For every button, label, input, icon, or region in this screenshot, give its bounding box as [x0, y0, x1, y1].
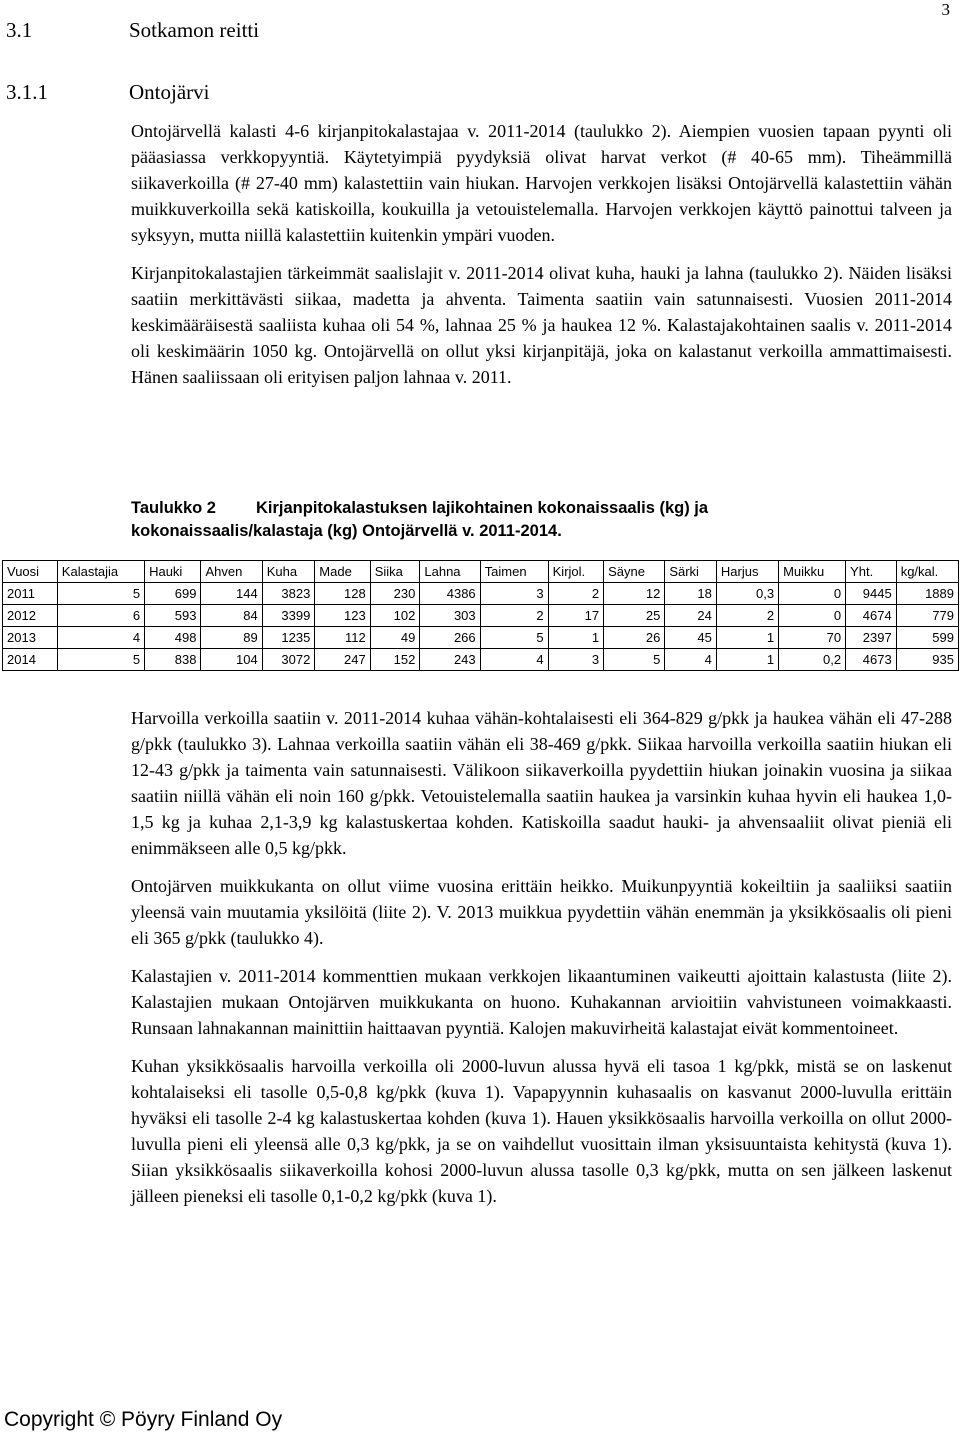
- table-cell: 3: [480, 583, 548, 605]
- table-cell: 4386: [420, 583, 480, 605]
- table-cell: 2: [480, 605, 548, 627]
- section-number: 3.1: [6, 18, 33, 42]
- table-cell: 5: [57, 649, 144, 671]
- table-cell: 230: [370, 583, 420, 605]
- column-header: Harjus: [716, 561, 778, 583]
- table-cell: 3823: [262, 583, 315, 605]
- table-cell: 0,3: [716, 583, 778, 605]
- table-cell: 4: [57, 627, 144, 649]
- table-cell: 128: [315, 583, 370, 605]
- table-cell: 1889: [896, 583, 958, 605]
- table-cell: 0: [779, 605, 846, 627]
- table-cell: 1: [716, 649, 778, 671]
- table-cell: 498: [145, 627, 201, 649]
- table-cell: 599: [896, 627, 958, 649]
- footer-copyright: Copyright © Pöyry Finland Oy: [4, 1408, 283, 1431]
- column-header: Siika: [370, 561, 420, 583]
- table-cell: 2011: [3, 583, 58, 605]
- table-cell: 112: [315, 627, 370, 649]
- table-cell: 266: [420, 627, 480, 649]
- table-cell: 699: [145, 583, 201, 605]
- table-caption-label: Taulukko 2: [131, 499, 216, 517]
- table-cell: 104: [201, 649, 262, 671]
- column-header: Muikku: [779, 561, 846, 583]
- column-header: Lahna: [420, 561, 480, 583]
- column-header: Kirjol.: [548, 561, 603, 583]
- column-header: Made: [315, 561, 370, 583]
- column-header: Säyne: [604, 561, 665, 583]
- table-cell: 838: [145, 649, 201, 671]
- column-header: Särki: [665, 561, 717, 583]
- table-cell: 2013: [3, 627, 58, 649]
- table-cell: 3: [548, 649, 603, 671]
- table-cell: 18: [665, 583, 717, 605]
- paragraph: Ontojärvellä kalasti 4-6 kirjanpitokalastajaa v. 2011-2014 (taulukko 2). Aiempien vuosien tapaan pyynti oli pääasiassa verkkopyyntiä. Käytetyimpiä pyydyksiä olivat harvat verkot (# 40-65 mm). Tiheämmillä siikaverkoilla (# 27-40 mm) kalastettiin vain hiukan. Harvojen verkkojen lisäksi Ontojärvellä kalastettiin vähän muikkuverkoilla sekä katiskoilla, koukuilla ja vetouistelemalla. Harvojen verkkojen käyttö painottui talveen ja syksyyn, mutta niillä kalastettiin kuitenkin ympäri vuoden.: [131, 121, 952, 245]
- table-cell: 45: [665, 627, 717, 649]
- table-cell: 4: [665, 649, 717, 671]
- section-title: Sotkamon reitti: [129, 18, 260, 42]
- table-cell: 2397: [846, 627, 897, 649]
- intro-text: [131, 118, 952, 390]
- table-cell: 144: [201, 583, 262, 605]
- paragraph: Harvoilla verkoilla saatiin v. 2011-2014 kuhaa vähän-kohtalaisesti eli 364-829 g/pkk ja haukea vähän eli 47-288 g/pkk (taulukko 3). Lahnaa verkoilla saatiin vähän eli 38-469 g/pkk. Siikaa harvoilla verkoilla saatiin hiukan eli 12-43 g/pkk ja taimenta vain satunnaisesti. Välikoon siikaverkoilla pyydettiin hiukan joinakin vuosina ja siikaa saatiin niillä vähän eli noin 160 g/pkk. Vetouistelemalla saatiin haukea ja varsinkin kuhaa hyvin eli haukea 1,0-1,5 kg ja kuhaa 2,1-3,9 kg kalastuskertaa kohden. Katiskoilla saadut hauki- ja ahvensaaliit olivat pieniä eli enimmäkseen alle 0,5 kg/pkk.: [131, 708, 952, 858]
- table-cell: 4674: [846, 605, 897, 627]
- table-cell: 9445: [846, 583, 897, 605]
- column-header: Yht.: [846, 561, 897, 583]
- table-cell: 1: [716, 627, 778, 649]
- table-cell: 2012: [3, 605, 58, 627]
- table-cell: 243: [420, 649, 480, 671]
- table-cell: 779: [896, 605, 958, 627]
- table-cell: 25: [604, 605, 665, 627]
- table-row: [3, 605, 959, 627]
- table-cell: 0: [779, 583, 846, 605]
- table-cell: 26: [604, 627, 665, 649]
- table-cell: 593: [145, 605, 201, 627]
- table-cell: 1: [548, 627, 603, 649]
- table-cell: 5: [480, 627, 548, 649]
- table-row: [3, 649, 959, 671]
- table-cell: 2014: [3, 649, 58, 671]
- table-cell: 49: [370, 627, 420, 649]
- paragraph: Kirjanpitokalastajien tärkeimmät saalislajit v. 2011-2014 olivat kuha, hauki ja lahna (taulukko 2). Näiden lisäksi saatiin merkittävästi siikaa, madetta ja ahventa. Taimenta saatiin vain satunnaisesti. Vuosien 2011-2014 keskimääräisestä saaliista kuhaa oli 54 %, lahnaa 25 % ja haukea 12 %. Kalastajakohtainen saalis v. 2011-2014 oli keskimäärin 1050 kg. Ontojärvellä on ollut yksi kirjanpitäjä, joka on kalastanut verkoilla ammattimaisesti. Hänen saaliissaan oli erityisen paljon lahnaa v. 2011.: [131, 263, 952, 387]
- table-cell: 17: [548, 605, 603, 627]
- table-cell: 2: [716, 605, 778, 627]
- table-cell: 24: [665, 605, 717, 627]
- table-cell: 84: [201, 605, 262, 627]
- column-header: Ahven: [201, 561, 262, 583]
- table-cell: 5: [57, 583, 144, 605]
- table-row: [3, 627, 959, 649]
- paragraph: Kuhan yksikkösaalis harvoilla verkoilla oli 2000-luvun alussa hyvä eli tasoa 1 kg/pkk, mistä se on laskenut kohtalaiseksi eli tasolle 0,5-0,8 kg/pkk (kuva 1). Vapapyynnin kuhasaalis on kasvanut 2000-luvulla erittäin hyväksi eli tasolle 2-4 kg kalastuskertaa kohden (kuva 1). Hauen yksikkösaalis harvoilla verkoilla on ollut 2000-luvulla pieni eli yleensä alle 0,3 kg/pkk, ja se on vaihdellut vuosittain ilman yksisuuntaista kehitystä (kuva 1). Siian yksikkösaalis siikaverkoilla kohosi 2000-luvun alussa tasolle 0,3 kg/pkk, mutta on sen jälkeen laskenut jälleen pieneksi eli tasolle 0,1-0,2 kg/pkk (kuva 1).: [131, 1056, 952, 1206]
- table-cell: 102: [370, 605, 420, 627]
- table-header-row: [3, 561, 959, 583]
- column-header: Kalastajia: [57, 561, 144, 583]
- table-cell: 4673: [846, 649, 897, 671]
- table-cell: 935: [896, 649, 958, 671]
- table-cell: 3399: [262, 605, 315, 627]
- page-number: 3: [941, 0, 950, 19]
- table-caption-text: Kirjanpitokalastuksen lajikohtainen kokonaissaalis (kg) ja kokonaissaalis/kalastaja (kg) Ontojärvellä v. 2011-2014.: [131, 499, 709, 540]
- section-heading: [6, 18, 259, 43]
- table-cell: 6: [57, 605, 144, 627]
- subsection-heading: [6, 80, 209, 105]
- column-header: kg/kal.: [896, 561, 958, 583]
- table-row: [3, 583, 959, 605]
- table-cell: 12: [604, 583, 665, 605]
- table-cell: 0,2: [779, 649, 846, 671]
- table-cell: 2: [548, 583, 603, 605]
- table-caption: [131, 497, 891, 543]
- table-cell: 3072: [262, 649, 315, 671]
- body-text: [131, 705, 952, 1209]
- table-cell: 5: [604, 649, 665, 671]
- subsection-title: Ontojärvi: [129, 80, 210, 104]
- table-cell: 89: [201, 627, 262, 649]
- column-header: Kuha: [262, 561, 315, 583]
- column-header: Taimen: [480, 561, 548, 583]
- table-cell: 247: [315, 649, 370, 671]
- column-header: Hauki: [145, 561, 201, 583]
- table-cell: 303: [420, 605, 480, 627]
- table-cell: 70: [779, 627, 846, 649]
- paragraph: Kalastajien v. 2011-2014 kommenttien mukaan verkkojen likaantuminen vaikeutti ajoittain kalastusta (liite 2). Kalastajien mukaan Ontojärven muikkukanta on huono. Kuhakannan arvioitiin vahvistuneen voimakkaasti. Runsaan lahnakannan mainittiin haittaavan pyyntiä. Kalojen makuvirheitä kalastajat eivät kommentoineet.: [131, 966, 952, 1038]
- table-cell: 4: [480, 649, 548, 671]
- paragraph: Ontojärven muikkukanta on ollut viime vuosina erittäin heikko. Muikunpyyntiä kokeiltiin ja saaliiksi saatiin yleensä vain muutamia yksilöitä (liite 2). V. 2013 muikkua pyydettiin vähän enemmän ja yksikkösaalis oli pieni eli 365 g/pkk (taulukko 4).: [131, 876, 952, 948]
- table-cell: 1235: [262, 627, 315, 649]
- table-cell: 152: [370, 649, 420, 671]
- catch-table: [2, 560, 959, 671]
- column-header: Vuosi: [3, 561, 58, 583]
- subsection-number: 3.1.1: [6, 80, 48, 104]
- table-cell: 123: [315, 605, 370, 627]
- table-body: [3, 583, 959, 671]
